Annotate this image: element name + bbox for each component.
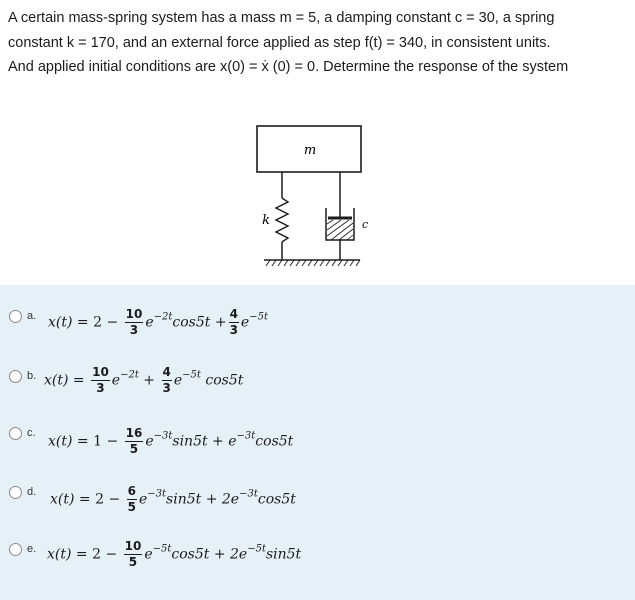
exp-2-power: −5t bbox=[247, 543, 266, 555]
exp-1-base: e bbox=[145, 314, 154, 331]
radio-button-d[interactable] bbox=[9, 486, 22, 499]
question-panel bbox=[0, 0, 635, 285]
formula-term-1: cos5t + bbox=[172, 314, 227, 331]
radio-button-e[interactable] bbox=[9, 543, 22, 556]
fraction-1-denominator: 5 bbox=[128, 555, 138, 569]
fraction-1 bbox=[125, 427, 144, 456]
fraction-1-denominator: 3 bbox=[129, 323, 139, 337]
exp-2-power: −5t bbox=[249, 311, 268, 323]
option-b-formula bbox=[44, 366, 243, 395]
fraction-1-numerator: 16 bbox=[125, 426, 143, 440]
radio-button-c[interactable] bbox=[9, 427, 22, 440]
option-letter: e. bbox=[27, 543, 37, 555]
option-letter: b. bbox=[27, 370, 37, 382]
formula-lhs: x(t) bbox=[48, 433, 73, 450]
fraction-1-denominator: 3 bbox=[96, 381, 105, 395]
question-line-1: A certain mass-spring system has a mass m = 5, a damping constant c = 30, a spring bbox=[8, 10, 555, 26]
option-c[interactable] bbox=[0, 427, 635, 487]
exp-2-power: −5t bbox=[182, 369, 201, 381]
formula-eq: = 2 − bbox=[74, 491, 125, 508]
option-e-formula bbox=[47, 540, 301, 569]
exp-2-base: e bbox=[240, 314, 250, 331]
mass-label: m bbox=[303, 143, 317, 158]
formula-eq: = 2 − bbox=[71, 546, 122, 563]
formula-term-2: cos5t bbox=[257, 491, 296, 508]
formula-term-2: sin5t bbox=[265, 546, 302, 563]
exp-1-base: e bbox=[111, 372, 121, 389]
exp-1-power: −2t bbox=[153, 311, 173, 323]
formula-lhs: x(t) bbox=[50, 491, 75, 508]
formula-eq: = 1 − bbox=[72, 433, 123, 450]
fraction-1-numerator: 10 bbox=[125, 307, 143, 321]
exp-2-base: e bbox=[173, 372, 183, 389]
question-line-3: And applied initial conditions are x(0) = ẋ (0) = 0. Determine the response of the system bbox=[8, 59, 569, 75]
option-letter: c. bbox=[27, 427, 36, 439]
fraction-1 bbox=[124, 540, 143, 569]
exp-1-base: e bbox=[138, 491, 148, 508]
formula-term-2: cos5t bbox=[200, 372, 244, 389]
fraction-2-numerator: 4 bbox=[162, 365, 171, 379]
formula-term-1: sin5t + e bbox=[172, 433, 237, 450]
question-line-2: constant k = 170, and an external force applied as step f(t) = 340, in consistent units. bbox=[8, 35, 551, 51]
option-e[interactable] bbox=[0, 540, 635, 600]
fraction-2 bbox=[162, 366, 172, 395]
formula-term-1: cos5t + 2e bbox=[171, 546, 248, 563]
formula-lhs: x(t) bbox=[47, 546, 72, 563]
formula-plus: + bbox=[138, 372, 160, 389]
fraction-1 bbox=[127, 485, 137, 514]
radio-button-a[interactable] bbox=[9, 310, 22, 323]
fraction-2-numerator: 4 bbox=[229, 307, 238, 321]
option-d[interactable] bbox=[0, 485, 635, 545]
exp-2-power: −3t bbox=[239, 488, 258, 500]
fraction-1 bbox=[125, 308, 144, 337]
exp-1-power: −3t bbox=[147, 488, 167, 500]
damper-hatching bbox=[327, 220, 353, 240]
answer-options bbox=[0, 285, 635, 596]
option-d-formula bbox=[50, 485, 296, 514]
formula-eq: = bbox=[68, 372, 90, 389]
fraction-2-denominator: 3 bbox=[162, 381, 171, 395]
fraction-1-denominator: 5 bbox=[129, 442, 139, 456]
exp-1-power: −2t bbox=[120, 369, 139, 381]
formula-eq: = 2 − bbox=[72, 314, 123, 331]
exp-1-power: −3t bbox=[153, 430, 173, 442]
formula-lhs: x(t) bbox=[44, 372, 69, 389]
fraction-2-denominator: 3 bbox=[229, 323, 238, 337]
ground-hatching bbox=[266, 260, 360, 266]
exp-1-base: e bbox=[145, 433, 154, 450]
option-letter: a. bbox=[27, 310, 37, 322]
mass-spring-damper-diagram bbox=[240, 120, 380, 280]
fraction-1-numerator: 10 bbox=[92, 365, 109, 379]
option-a-formula bbox=[48, 308, 268, 337]
fraction-1-denominator: 5 bbox=[127, 500, 136, 514]
exp-1-power: −5t bbox=[152, 543, 172, 555]
damper-label: c bbox=[362, 218, 369, 231]
spring-label: k bbox=[262, 213, 270, 228]
formula-lhs: x(t) bbox=[48, 314, 73, 331]
option-b[interactable] bbox=[0, 366, 635, 426]
option-letter: d. bbox=[27, 486, 37, 498]
formula-term-2: cos5t bbox=[255, 433, 294, 450]
option-c-formula bbox=[48, 427, 293, 456]
radio-button-b[interactable] bbox=[9, 370, 22, 383]
fraction-2 bbox=[229, 308, 239, 337]
fraction-1 bbox=[91, 366, 110, 395]
spring-coil bbox=[276, 198, 288, 242]
exp-2-power: −3t bbox=[236, 430, 256, 442]
exp-1-base: e bbox=[144, 546, 153, 563]
fraction-1-numerator: 6 bbox=[127, 484, 136, 498]
fraction-1-numerator: 10 bbox=[124, 539, 142, 553]
formula-term-1: sin5t + 2e bbox=[166, 491, 240, 508]
option-a[interactable] bbox=[0, 306, 635, 366]
